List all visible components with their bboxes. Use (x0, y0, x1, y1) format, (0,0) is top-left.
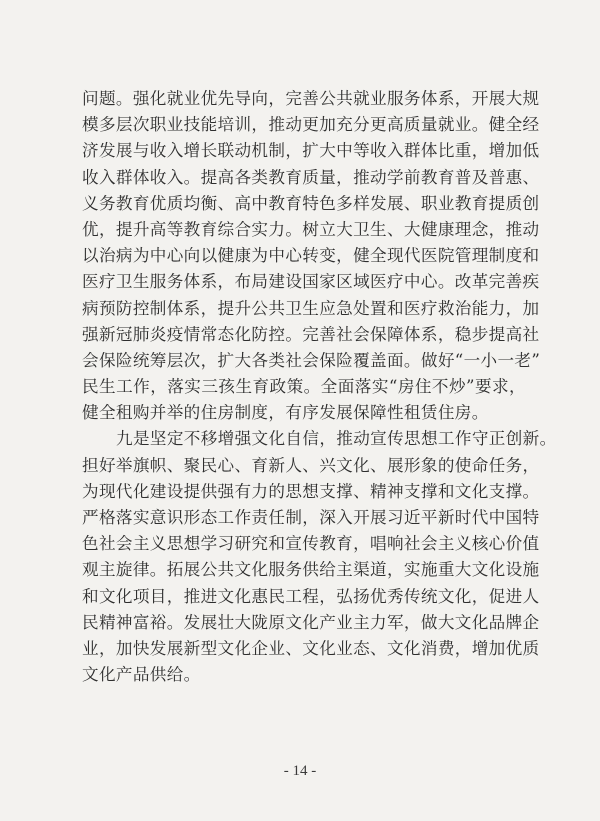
text-line: 医疗卫生服务体系，布局建设国家区域医疗中心。改革完善疾 (82, 272, 540, 292)
text-line: 九是坚定不移增强文化自信，推动宣传思想工作守正创新。 (116, 429, 557, 449)
text-line: 问题。强化就业优先导向，完善公共就业服务体系，开展大规 (82, 89, 540, 108)
text-line: 模多层次职业技能培训，推动更加充分更高质量就业。健全经 (82, 115, 540, 135)
text-line: 严格落实意识形态工作责任制，深入开展习近平新时代中国特 (82, 508, 540, 527)
text-line: 色社会主义思想学习研究和宣传教育，唱响社会主义核心价值 (82, 534, 540, 554)
text-line: 会保险统筹层次，扩大各类社会保险覆盖面。做好“一小一老” (82, 350, 541, 370)
text-line: 观主旋律。拓展公共文化服务供给主渠道，实施重大文化设施 (82, 560, 540, 580)
text-line: 业，加快发展新型文化企业、文化业态、文化消费，增加优质 (82, 638, 540, 658)
text-line: 民精神富裕。发展壮大陇原文化产业主力军，做大文化品牌企 (82, 612, 540, 632)
page-number: - 14 - (283, 763, 317, 779)
text-line: 强新冠肺炎疫情常态化防控。完善社会保障体系，稳步提高社 (82, 324, 540, 344)
text-line: 以治病为中心向以健康为中心转变，健全现代医院管理制度和 (82, 246, 540, 266)
text-line: 担好举旗帜、聚民心、育新人、兴文化、展形象的使命任务， (82, 455, 540, 475)
paragraph (82, 86, 541, 426)
text-line: 健全租购并举的住房制度，有序发展保障性租赁住房。 (82, 403, 489, 423)
text-line: 义务教育优质均衡、高中教育特色多样发展、职业教育提质创 (82, 193, 540, 213)
body-text (82, 86, 557, 688)
text-line: 济发展与收入增长联动机制，扩大中等收入群体比重，增加低 (82, 141, 540, 161)
paragraph (82, 426, 557, 688)
text-line: 收入群体收入。提高各类教育质量，推动学前教育普及普惠、 (82, 167, 540, 187)
text-line: 民生工作，落实三孩生育政策。全面落实“房住不炒”要求， (82, 377, 526, 397)
text-line: 文化产品供给。 (82, 665, 201, 685)
text-line: 优，提升高等教育综合实力。树立大卫生、大健康理念，推动 (82, 219, 540, 239)
text-line: 和文化项目，推进文化惠民工程，弘扬优秀传统文化，促进人 (82, 586, 540, 606)
text-line: 为现代化建设提供强有力的思想支撑、精神支撑和文化支撑。 (82, 481, 540, 501)
text-line: 病预防控制体系，提升公共卫生应急处置和医疗救治能力，加 (82, 298, 540, 318)
